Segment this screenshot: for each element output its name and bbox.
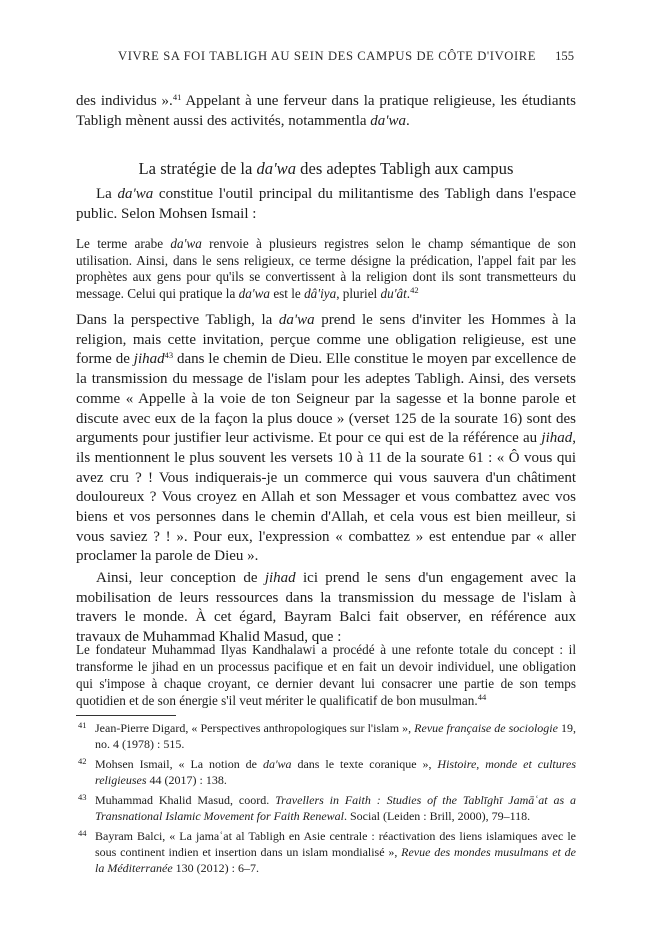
footnote-43 [76, 792, 576, 824]
text-span: Jean-Pierre Digard, « Perspectives anthropologiques sur l'islam », [95, 721, 415, 735]
section-heading [76, 159, 576, 179]
footnote-number: 44 [78, 828, 87, 838]
italic-term: dâ'iya [304, 286, 337, 302]
text-span: des adeptes Tabligh aux campus [296, 159, 514, 178]
text-span: est le [270, 286, 305, 302]
italic-term: da'wa [370, 112, 407, 129]
footnote-42 [76, 756, 576, 788]
text-span: constitue l'outil principal du militantisme des Tabligh dans l'espace public. Selon Mohsen Ismail : [76, 186, 576, 222]
text-span: des individus ». [76, 93, 173, 109]
italic-term: da'wa [238, 286, 271, 302]
text-span: Appelant à une ferveur dans la pratique religieuse, les étudiants Tabligh mènent aussi des activités, notammentla [76, 93, 576, 129]
text-span: . [406, 286, 411, 302]
text-span: , pluriel [336, 286, 381, 302]
footnote-44 [76, 828, 576, 876]
text-span: ici prend le sens d'un engagement avec la mobilisation de leurs ressources dans la transmission du message de l'islam à travers le monde. À cet égard, Bayram Balci fait observer, en référence aux travaux de Muhammad Khalid Masud, que : [76, 570, 576, 645]
italic-term: jihad [541, 430, 573, 447]
text-span: Dans la perspective Tabligh, la [76, 312, 279, 328]
page-number: 155 [555, 49, 574, 63]
italic-term: jihad [264, 570, 296, 586]
text-span: Muhammad Khalid Masud, coord. [95, 793, 276, 807]
text-span: La [96, 186, 118, 202]
body-paragraph-tabligh [76, 311, 576, 567]
text-span: . Social (Leiden : Brill, 2000), 79–118. [343, 809, 531, 823]
footnotes [76, 720, 576, 880]
italic-term: da'wa [278, 312, 315, 328]
text-span: 130 (2012) : 6–7. [172, 861, 259, 875]
text-span: Mohsen Ismail, « La notion de [95, 757, 263, 771]
footnote-41 [76, 720, 576, 752]
footnote-ref-43[interactable]: 43 [164, 350, 174, 361]
text-span: , ils mentionnent le plus souvent les versets 10 à 11 de la sourate 61 : « Ô vous qui avez cru ? ! Vous indiquerais-je un commerce qui vous sauvera d'un châtiment douloureux ? Vous croyez en Allah et son Messager et vous combattez avec vos biens et vos personnes dans le chemin d'Allah, et cela vous est bien meilleur, si vous saviez ? ! ». Pour eux, l'expression « combattez » est entendue par « aller proclamer la parole de Dieu ». [76, 430, 576, 565]
text-span: dans le chemin de Dieu. Elle constitue le moyen par excellence de la transmission du message de l'islam pour les adeptes Tabligh. Ainsi, des versets comme « Appelle à la voie de ton Seigneur par la sagesse et la bonne parole et discute avec eux de la façon la plus douce » (verset 125 de la sourate 16) sont des arguments pour justifier leur activisme. Et pour ce qui est de la référence au [76, 351, 576, 447]
italic-term: da'wa [170, 236, 202, 251]
italic-title: Revue des mondes musulmans et de la Méditerranée [95, 845, 576, 875]
text-span: Ainsi, leur conception de [96, 570, 265, 586]
text-span: Bayram Balci, « La jamaʿat al Tabligh en Asie centrale : réactivation des liens islamiques avec le sous continent indien et insertion dans un islam mondialisé », [95, 829, 576, 859]
footnote-number: 42 [78, 756, 87, 766]
italic-term: du'ât [380, 286, 407, 302]
text-span: Le terme arabe [76, 236, 171, 251]
italic-term: jihad [133, 351, 165, 368]
block-quote-balci [76, 642, 576, 710]
text-span: 44 (2017) : 138. [146, 773, 227, 787]
block-quote-ismail [76, 236, 576, 303]
footnote-ref-42[interactable]: 42 [410, 285, 419, 296]
running-title: VIVRE SA FOI TABLIGH AU SEIN DES CAMPUS DE CÔTE D'IVOIRE [118, 49, 537, 63]
footnote-ref-44[interactable]: 44 [477, 691, 487, 702]
body-paragraph-jihad [76, 569, 576, 647]
italic-title: Revue française de sociologie [414, 721, 558, 735]
italic-title: Travellers in Faith : Studies of the Tablīghī Jamāʿat as a Transnational Islamic Movement for Faith Renewal [95, 793, 576, 823]
italic-title: Histoire, monde et cultures religieuses [95, 757, 576, 787]
italic-term: da'wa [262, 757, 292, 771]
italic-term: da'wa [117, 186, 154, 202]
text-span: prend le sens d'inviter les Hommes à la religion, mais cette invitation, perçue comme une obligation religieuse, est une forme de [76, 312, 576, 368]
intro-paragraph [76, 185, 576, 224]
text-span: dans le texte coranique », [291, 757, 438, 771]
text-span: renvoie à plusieurs registres selon le champ sémantique de son utilisation. Ainsi, dans le sens religieux, ce terme désigne la prédication, l'appel fait par les prophètes aux gens pour qu'ils se convertissent à la religion dont ils sont transmetteurs du message. Celui qui pratique la [76, 236, 576, 302]
text-span: Le fondateur Muhammad Ilyas Kandhalawi a procédé à une refonte totale du concept : il transforme le jihad en un processus pacifique et en fait un devoir individuel, une obligation qui s'impose à chaque croyant, ce dernier devant lui consacrer une partie de son temps quotidien et de son énergie s'il veut mériter le qualificatif de bon musulman. [76, 642, 576, 708]
text-span: La stratégie de la [138, 159, 257, 178]
footnote-ref-41[interactable]: 41 [172, 92, 182, 102]
lead-paragraph [76, 92, 576, 131]
italic-term: da'wa [256, 159, 297, 178]
text-span: . [406, 112, 410, 129]
footnote-number: 41 [78, 720, 87, 730]
footnote-number: 43 [78, 792, 87, 802]
footnote-divider [76, 715, 176, 716]
text-span: 19, no. 4 (1978) : 515. [95, 721, 577, 751]
